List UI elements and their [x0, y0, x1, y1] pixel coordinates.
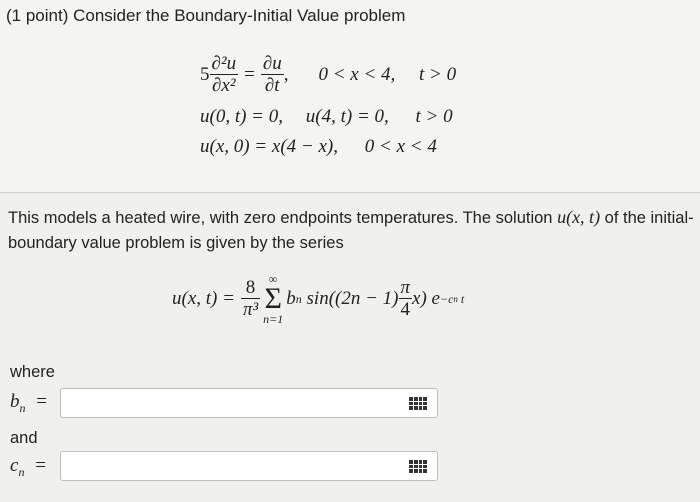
cn-symbol: c: [10, 455, 19, 476]
and-label: and: [10, 429, 38, 447]
exp-t: t: [457, 291, 465, 306]
pi-den: 4: [399, 298, 413, 321]
series-lhs: u(x, t) =: [172, 288, 235, 309]
pi-num: π: [400, 276, 411, 298]
term-bn: b: [286, 288, 296, 309]
bn-answer-input[interactable]: [60, 388, 438, 418]
question-panel: [0, 192, 700, 502]
summation: [263, 273, 283, 325]
pde-lhs-numerator: ∂²u: [211, 52, 237, 74]
pi-over-four: [399, 278, 413, 321]
initial-condition-row: [200, 136, 437, 158]
bn-sub: n: [19, 400, 26, 415]
boundary-conditions-row: [200, 106, 453, 128]
pde-rhs-fraction: [261, 54, 284, 97]
series-formula: [172, 273, 464, 325]
pde-rhs-denominator: ∂t: [261, 74, 284, 97]
cn-label: [10, 455, 46, 480]
series-coefficient: [241, 278, 260, 321]
keyboard-grid-icon[interactable]: [409, 397, 427, 410]
sin-close: x) e: [412, 288, 440, 309]
pde-lhs-fraction: [210, 54, 239, 97]
ic-domain: 0 < x < 4: [364, 136, 437, 157]
description-text-a: This models a heated wire, with zero endpoints temperatures. The solution: [8, 209, 558, 227]
cn-answer-input[interactable]: [60, 451, 438, 481]
bc-domain: t > 0: [415, 106, 453, 127]
sigma-icon: Σ: [264, 282, 282, 315]
pde-rhs-numerator: ∂u: [262, 52, 282, 74]
series-coef-den: π³: [242, 298, 259, 320]
bn-symbol: b: [10, 391, 20, 412]
description: [8, 205, 696, 256]
pde-row: 5 $\frac{\text{∂²u}}{\text{∂x²}}$ = $\frac{\partial u}{\partial t}$ , 0 < x < 4, t > 0: [200, 52, 457, 96]
initial-condition: u(x, 0) = x(4 − x),: [200, 136, 339, 157]
cn-sub: n: [18, 464, 25, 479]
cn-equals: =: [35, 455, 46, 476]
pde-domain: 0 < x < 4, t > 0: [318, 64, 457, 85]
pde-coefficient: 5: [200, 64, 210, 85]
bn-equals: =: [36, 391, 47, 412]
series-coef-num: 8: [245, 276, 256, 298]
description-func: u(x, t): [557, 207, 601, 227]
bn-label: [10, 391, 47, 416]
sum-upper: ∞: [268, 272, 278, 286]
bc-left: u(0, t) = 0,: [200, 106, 284, 127]
problem-title: (1 point) Consider the Boundary-Initial Value problem: [6, 6, 406, 25]
term-bn-sub: n: [295, 291, 302, 306]
bc-right: u(4, t) = 0,: [305, 106, 389, 127]
exp-c: −c: [439, 291, 454, 306]
sum-lower: n=1: [263, 312, 284, 326]
where-label: where: [10, 363, 55, 381]
sin-open: sin((2n − 1): [301, 288, 399, 309]
description-text-b: of the initial-boundary value problem is given by the series: [8, 209, 694, 252]
keyboard-grid-icon[interactable]: [409, 460, 427, 473]
pde-lhs-denominator: ∂x²: [210, 74, 239, 97]
exp-c-sub: n: [453, 294, 458, 304]
